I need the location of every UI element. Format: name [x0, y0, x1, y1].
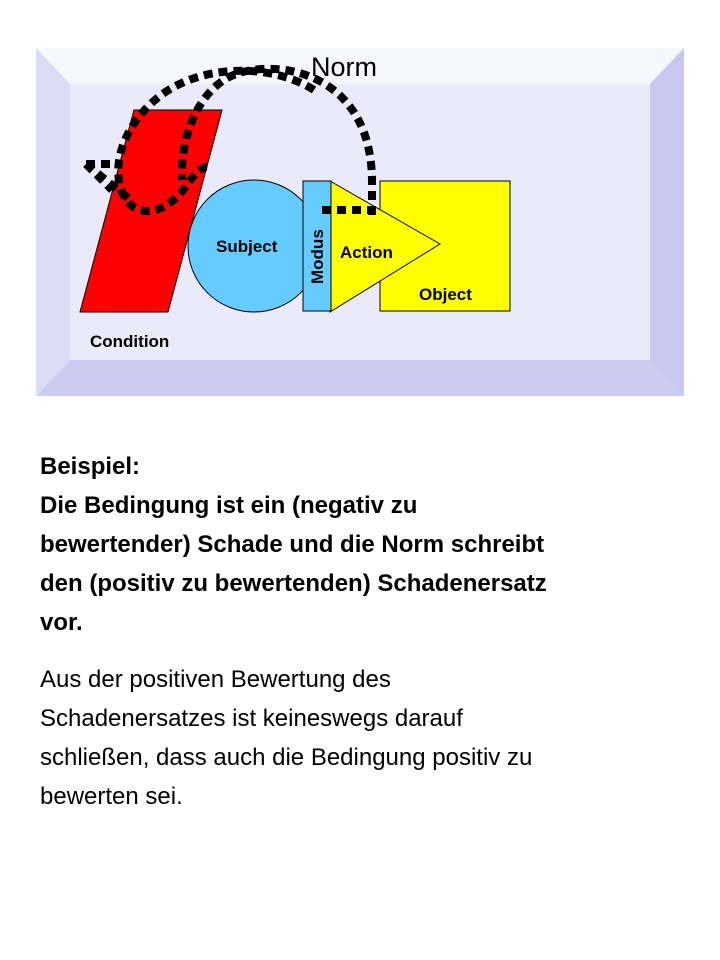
panel-bottom-bevel: [36, 360, 684, 396]
panel-left-bevel: [36, 48, 70, 396]
example-line: Die Bedingung ist ein (negativ zu: [40, 492, 418, 519]
object-label: Object: [419, 285, 472, 304]
conclusion-block: [40, 660, 710, 816]
panel-right-bevel: [650, 48, 684, 396]
conclusion-line: Schadenersatzes ist keineswegs darauf: [40, 705, 463, 732]
conclusion-line: Aus der positiven Bewertung des: [40, 666, 391, 693]
example-line: vor.: [40, 609, 83, 636]
subject-label: Subject: [216, 237, 278, 256]
norm-diagram: [0, 0, 720, 420]
example-heading: Beispiel:: [40, 453, 141, 480]
conclusion-line: bewerten sei.: [40, 783, 183, 810]
modus-label: Modus: [308, 229, 327, 284]
example-line: bewertender) Schade und die Norm schreibt: [40, 531, 545, 558]
example-block: [40, 447, 710, 642]
norm-label: Norm: [311, 52, 377, 82]
condition-label: Condition: [90, 332, 170, 351]
action-label: Action: [340, 243, 393, 262]
conclusion-line: schließen, dass auch die Bedingung positiv zu: [40, 744, 533, 771]
example-line: den (positiv zu bewertenden) Schadenersatz: [40, 570, 547, 597]
